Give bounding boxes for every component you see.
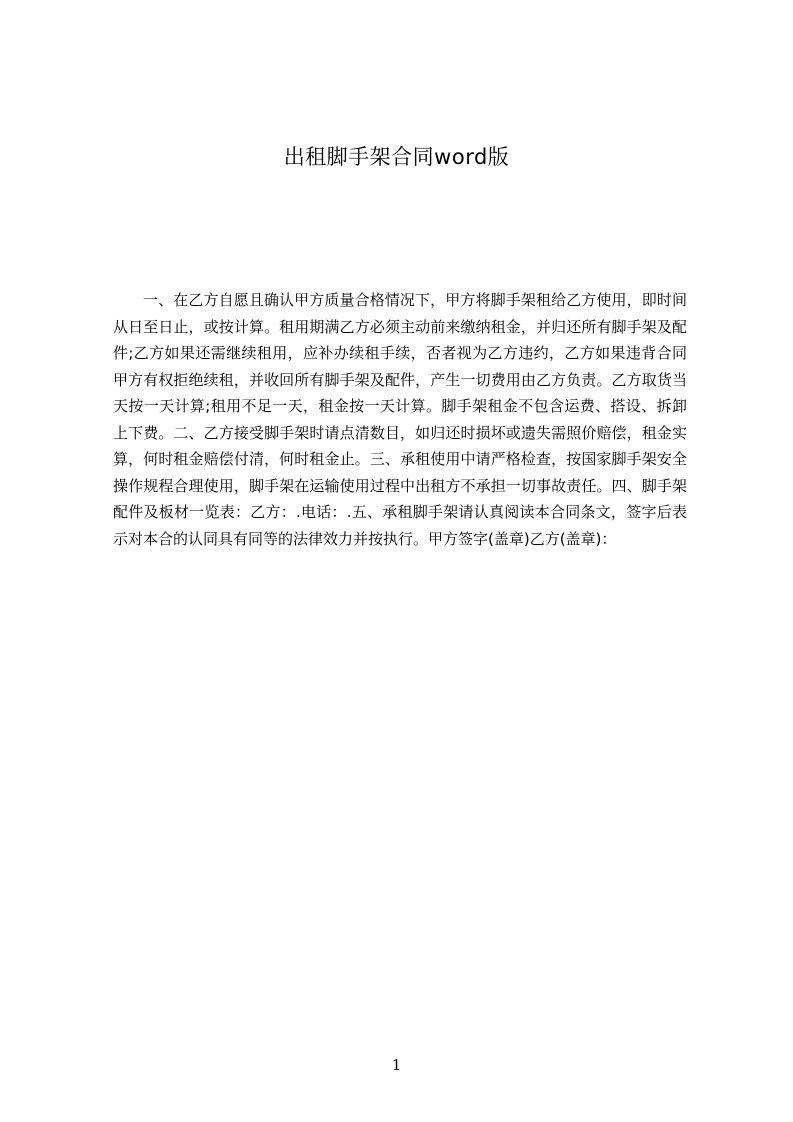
page-number: 1 — [391, 1056, 402, 1074]
contract-body-paragraph: 一、在乙方自愿且确认甲方质量合格情况下，甲方将脚手架租给乙方使用，即时间从日至日止，或按计算。租用期满乙方必须主动前来缴纳租金，并归还所有脚手架及配件;乙方如果还需继续租用，应补办续租手续，否者视为乙方违约，乙方如果违背合同甲方有权拒绝续租，并收回所有脚手架及配件，产生一切费用由乙方负责。乙方取货当天按一天计算;租用不足一天，租金按一天计算。脚手架租金不包含运费、搭设、拆卸上下费。二、乙方接受脚手架时请点清数目，如归还时损坏或遗失需照价赔偿，租金实算，何时租金赔偿付清，何时租金止。三、承租使用中请严格检查，按国家脚手架安全操作规程合理使用，脚手架在运输使用过程中出租方不承担一切事故责任。四、脚手架配件及板材一览表：乙方：.电话：.五、承租脚手架请认真阅读本合同条文，签字后表示对本合的认同具有同等的法律效力并按执行。甲方签字(盖章)乙方(盖章)： — [113, 291, 687, 548]
document-title: 出租脚手架合同word版 — [283, 145, 510, 169]
